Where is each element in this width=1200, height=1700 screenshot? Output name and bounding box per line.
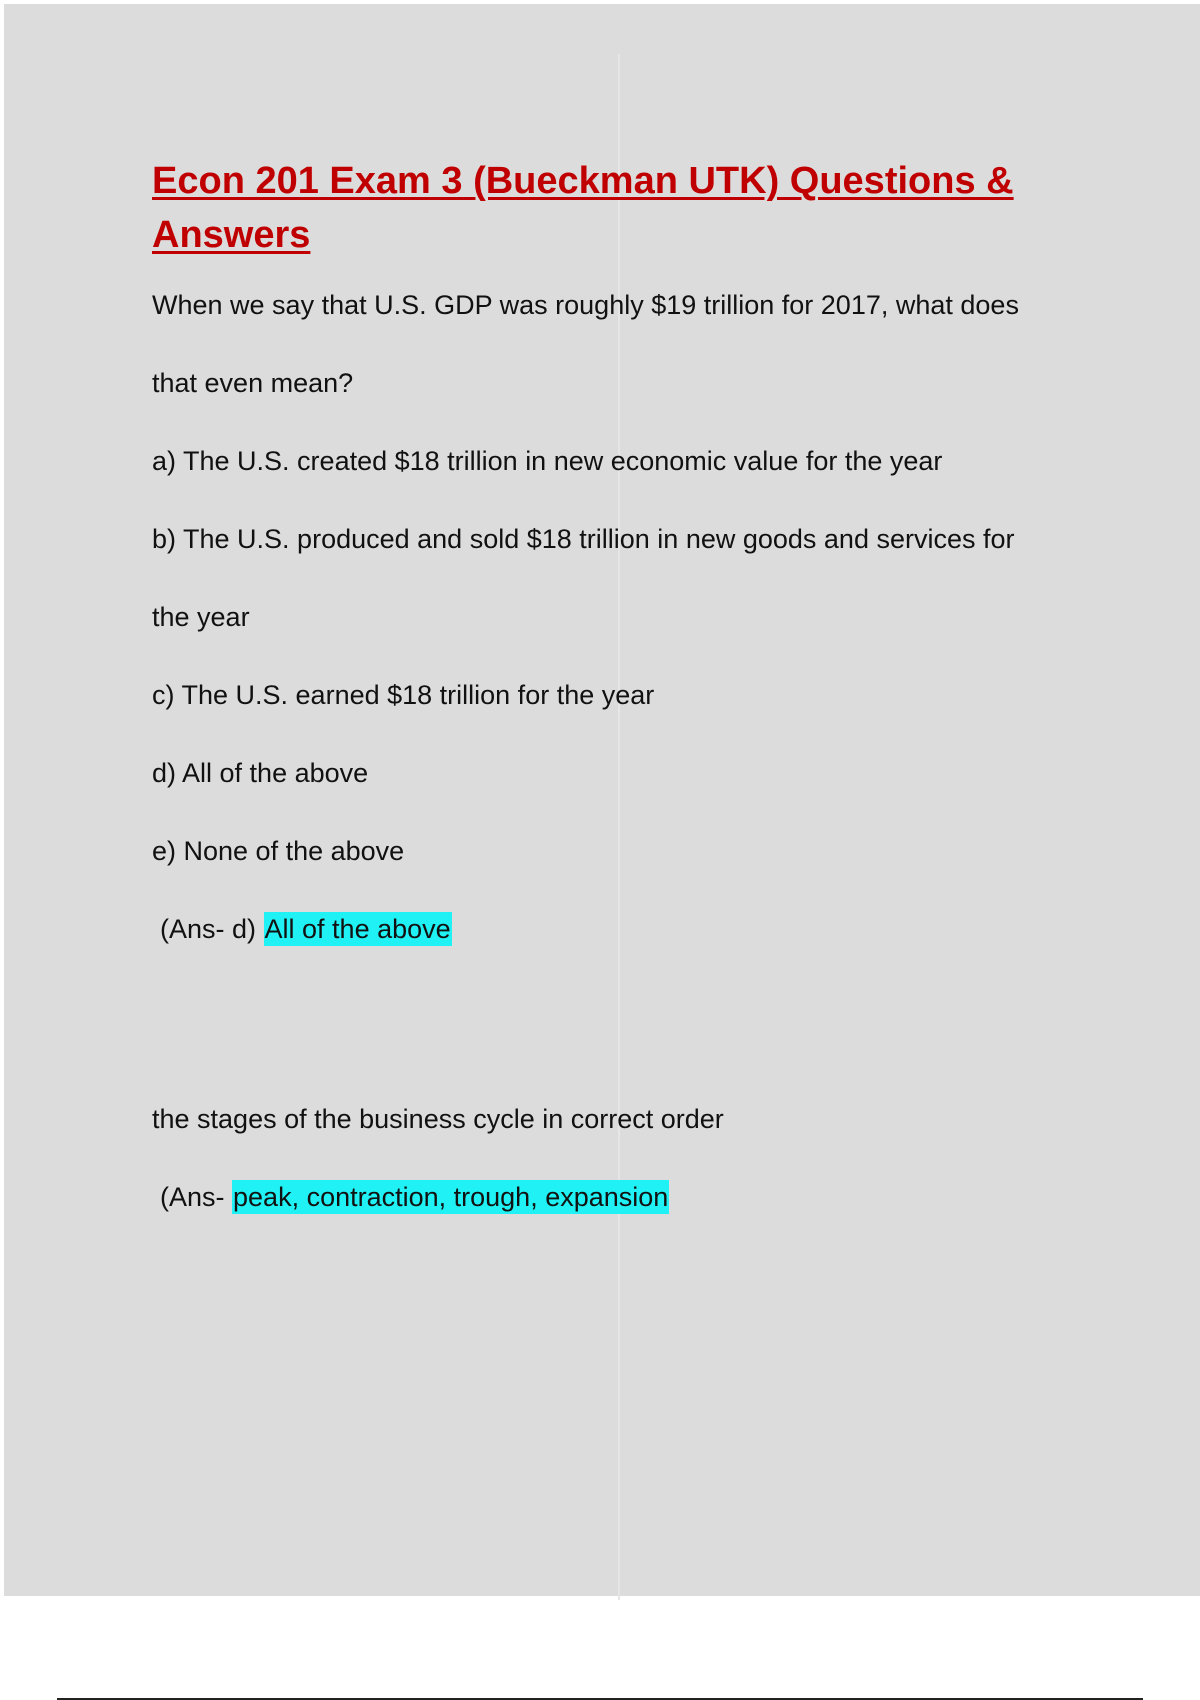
document-title: Econ 201 Exam 3 (Bueckman UTK) Questions & Answers (152, 160, 1014, 256)
question-block-2 (152, 1080, 1102, 1236)
answer-1-prefix: (Ans- d) (160, 914, 264, 944)
answer-1 (152, 890, 1102, 968)
option-b-line-2: the year (152, 602, 250, 632)
answer-2-prefix: (Ans- (160, 1182, 233, 1212)
option-b-line-1: b) The U.S. produced and sold $18 trillion in new goods and services for (152, 524, 1015, 554)
option-e: e) None of the above (152, 836, 405, 866)
question-1-line-1: When we say that U.S. GDP was roughly $19 trillion for 2017, what does (152, 290, 1019, 320)
question-block-1 (152, 266, 1102, 968)
option-d: d) All of the above (152, 758, 369, 788)
question-1-line-2: that even mean? (152, 368, 354, 398)
answer-2-highlight: peak, contraction, trough, expansion (233, 1182, 669, 1212)
question-2-line-1: the stages of the business cycle in correct order (152, 1104, 724, 1134)
spacer (152, 968, 1102, 1080)
answer-2 (152, 1158, 1102, 1236)
option-a: a) The U.S. created $18 trillion in new economic value for the year (152, 446, 943, 476)
document-content (152, 154, 1102, 1236)
answer-1-highlight: All of the above (264, 914, 451, 944)
document-page (4, 4, 1200, 1596)
option-c: c) The U.S. earned $18 trillion for the year (152, 680, 655, 710)
